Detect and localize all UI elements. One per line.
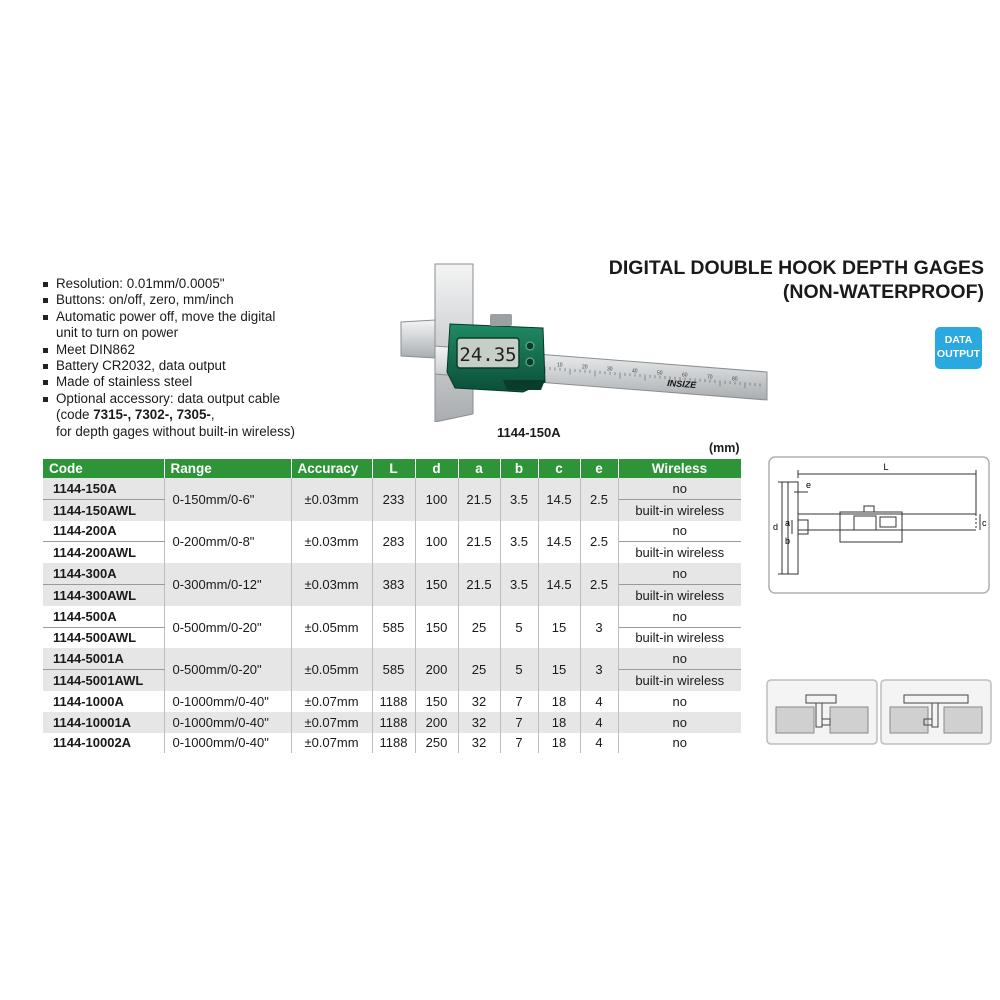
cell-b: 7 [500,712,538,733]
feature-item: Battery CR2032, data output [42,358,295,374]
cell-a: 25 [458,606,500,649]
header-code: Code [43,459,164,478]
scale-label: 60 [682,372,688,379]
scale-label: 50 [657,370,663,377]
header-range: Range [164,459,291,478]
cell-accuracy: ±0.03mm [291,563,372,606]
scale-label: 70 [707,374,713,381]
cell-code: 1144-200A [43,521,164,542]
cell-b: 7 [500,733,538,754]
thumb-roller [503,380,545,390]
dim-label-b: b [785,536,791,546]
feature-item: Optional accessory: data output cable (code 7315-, 7302-, 7305-, for depth gages without built-in wireless) [42,391,295,440]
header-b: b [500,459,538,478]
dim-label-e: e [806,480,812,490]
cell-b: 3.5 [500,478,538,521]
cell-code: 1144-150A [43,478,164,499]
cell-wireless: no [618,521,741,542]
cell-accuracy: ±0.07mm [291,712,372,733]
usage-thumbnail-2 [880,679,992,745]
cell-wireless: built-in wireless [618,499,741,520]
title-line-2: (NON-WATERPROOF) [782,281,984,303]
badge-line-1: DATA [944,334,973,346]
table-row [43,606,741,627]
table-row [43,712,741,733]
cell-d: 150 [415,606,458,649]
feature-item: Made of stainless steel [42,374,295,390]
cell-b: 5 [500,648,538,691]
cell-range: 0-200mm/0-8" [164,521,291,564]
cell-code: 1144-200AWL [43,542,164,563]
cell-range: 0-1000mm/0-40" [164,712,291,733]
cell-L: 383 [372,563,415,606]
spec-table [43,459,742,753]
cell-d: 150 [415,563,458,606]
table-row [43,563,741,584]
feature-item: Meet DIN862 [42,342,295,358]
header-L: L [372,459,415,478]
cell-accuracy: ±0.07mm [291,691,372,712]
spec-table-body [43,478,741,753]
cell-a: 25 [458,648,500,691]
cell-wireless: no [618,478,741,499]
cell-a: 32 [458,691,500,712]
usage-thumbnail-1 [766,679,878,745]
badge-line-2: OUTPUT [936,348,981,360]
cell-code: 1144-500AWL [43,627,164,648]
data-output-badge [935,327,982,369]
cell-code: 1144-150AWL [43,499,164,520]
cell-e: 2.5 [580,563,618,606]
cell-d: 100 [415,478,458,521]
product-photo [395,262,775,422]
table-row [43,691,741,712]
dimension-diagram [768,456,990,594]
cell-range: 0-500mm/0-20" [164,648,291,691]
accessory-code-list: 7315-, 7302-, 7305- [93,407,211,423]
cell-L: 1188 [372,691,415,712]
photo-caption: 1144-150A [497,425,561,440]
table-row [43,733,741,754]
header-d: d [415,459,458,478]
cell-code: 1144-5001A [43,648,164,669]
cell-accuracy: ±0.05mm [291,648,372,691]
cell-a: 21.5 [458,478,500,521]
cell-c: 18 [538,733,580,754]
cell-wireless: no [618,606,741,627]
lock-screw-icon [490,314,512,326]
cell-wireless: no [672,735,687,751]
cell-wireless: no [618,712,741,733]
cell-L: 1188 [372,712,415,733]
cell-a: 32 [458,733,500,754]
dim-label-L: L [883,462,889,472]
table-row [43,478,741,499]
cell-e: 2.5 [580,478,618,521]
cell-c: 15 [538,648,580,691]
cell-d: 150 [415,691,458,712]
cell-code: 1144-300AWL [43,584,164,605]
cell-range: 0-1000mm/0-40" [164,733,291,754]
cell-c: 18 [538,712,580,733]
cell-code: 1144-10002A [43,733,164,754]
cell-L: 233 [372,478,415,521]
zero-button-icon [526,342,534,350]
scale-label: 20 [582,364,588,371]
cell-wireless: no [618,563,741,584]
cell-e: 3 [580,606,618,649]
cell-range: 0-150mm/0-6" [164,478,291,521]
cell-accuracy: ±0.03mm [291,521,372,564]
cell-L: 283 [372,521,415,564]
cell-d: 200 [415,712,458,733]
cell-range: 0-500mm/0-20" [164,606,291,649]
table-row [43,648,741,669]
dim-label-c: c [982,518,987,528]
cell-code: 1144-300A [43,563,164,584]
cell-code: 1144-10001A [43,712,164,733]
cell-d: 100 [415,521,458,564]
cell-c: 14.5 [538,563,580,606]
scale-label: 40 [632,368,638,375]
cell-code: 1144-5001AWL [43,670,164,691]
brand-logo: INSIZE [666,378,697,391]
cell-a: 21.5 [458,521,500,564]
cell-accuracy: ±0.05mm [291,606,372,649]
header-wireless: Wireless [618,459,741,478]
cell-b: 3.5 [500,521,538,564]
cell-d: 250 [415,733,458,754]
cell-accuracy: ±0.07mm [291,733,372,754]
scale-label: 30 [607,366,613,373]
dim-label-a: a [785,518,791,528]
cell-b: 7 [500,691,538,712]
cell-accuracy: ±0.03mm [291,478,372,521]
feature-list [42,276,295,440]
mode-button-icon [526,358,534,366]
cell-code: 1144-500A [43,606,164,627]
table-header-row [43,459,741,478]
cell-b: 3.5 [500,563,538,606]
feature-item: Automatic power off, move the digital unit to turn on power [42,309,295,342]
lcd-value: 24.35 [459,344,517,366]
header-c: c [538,459,580,478]
header-e: e [580,459,618,478]
cell-wireless: built-in wireless [618,670,741,691]
unit-label: (mm) [709,441,740,455]
cell-L: 585 [372,606,415,649]
feature-item: Buttons: on/off, zero, mm/inch [42,292,295,308]
cell-code: 1144-1000A [43,691,164,712]
cell-e: 4 [580,733,618,754]
scale-label: 80 [732,376,738,383]
cell-L: 585 [372,648,415,691]
cell-d: 200 [415,648,458,691]
cell-e: 2.5 [580,521,618,564]
dim-label-d: d [773,522,779,532]
cell-wireless: no [672,693,687,709]
cell-L: 1188 [372,733,415,754]
cell-range: 0-1000mm/0-40" [164,691,291,712]
cell-a: 21.5 [458,563,500,606]
header-a: a [458,459,500,478]
cell-c: 15 [538,606,580,649]
cell-wireless: built-in wireless [635,545,725,561]
accessory-codes: (code 7315-, 7302-, 7305-, [56,407,215,423]
cell-wireless: built-in wireless [618,584,741,605]
cell-a: 32 [458,712,500,733]
header-accuracy: Accuracy [291,459,372,478]
scale-label: 10 [557,362,563,369]
table-row [43,521,741,542]
cell-b: 5 [500,606,538,649]
title-line-1: DIGITAL DOUBLE HOOK DEPTH GAGES [608,257,984,279]
cell-c: 14.5 [538,478,580,521]
feature-item: Resolution: 0.01mm/0.0005" [42,276,295,292]
cell-wireless: no [618,648,741,669]
cell-e: 4 [580,691,618,712]
cell-range: 0-300mm/0-12" [164,563,291,606]
cell-c: 18 [538,691,580,712]
cell-e: 3 [580,648,618,691]
cell-e: 4 [580,712,618,733]
cell-c: 14.5 [538,521,580,564]
cell-wireless: built-in wireless [635,630,725,646]
